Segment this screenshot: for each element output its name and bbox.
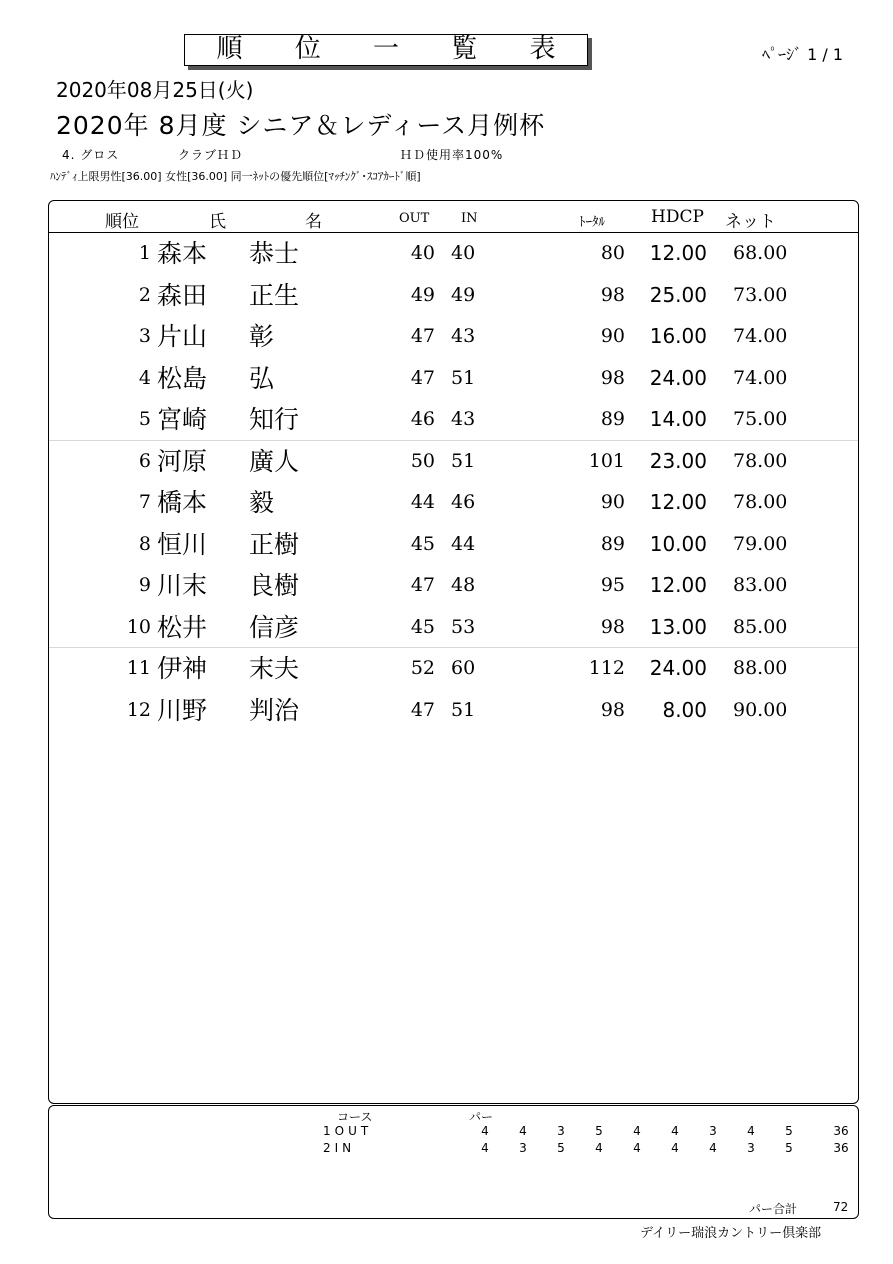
hole-par: 4 <box>747 1124 755 1138</box>
table-row <box>49 233 858 274</box>
cell-total: 95 <box>600 574 625 596</box>
hole-par: 4 <box>481 1124 489 1138</box>
cell-out: 46 <box>410 408 435 430</box>
cell-family: 宮崎 <box>157 405 208 434</box>
cell-total: 80 <box>600 242 625 264</box>
par-total-label: パー合計 <box>749 1202 798 1216</box>
cell-given: 彰 <box>249 322 275 351</box>
cell-rank: 4 <box>138 366 151 389</box>
cell-out: 45 <box>410 532 435 555</box>
report-title: 順 位 一 覧 表 <box>184 34 588 66</box>
cell-rank: 5 <box>138 408 151 430</box>
cell-family: 伊神 <box>157 654 208 683</box>
cell-given: 信彦 <box>249 612 300 642</box>
cell-rank: 8 <box>138 532 151 555</box>
header-out: OUT <box>399 211 430 226</box>
cell-out: 47 <box>410 698 435 721</box>
cell-hdcp: 14.00 <box>649 407 707 431</box>
cell-hdcp: 12.00 <box>649 490 707 514</box>
table-row <box>49 275 858 316</box>
cell-given: 正樹 <box>249 529 300 559</box>
cell-hdcp: 10.00 <box>649 531 707 556</box>
header-given-name: 名 <box>305 212 322 232</box>
cell-given: 毅 <box>249 488 275 517</box>
event-title: 2020年 8月度 シニア＆レディース月例杯 <box>56 111 546 140</box>
hole-par: 4 <box>709 1141 717 1155</box>
course-par-total: 36 <box>833 1141 849 1155</box>
cell-net: 85.00 <box>733 615 788 638</box>
cell-rank: 2 <box>138 283 151 306</box>
table-row <box>49 524 858 565</box>
table-row <box>49 482 858 523</box>
table-row <box>49 565 858 606</box>
cell-in: 51 <box>451 698 476 721</box>
cell-in: 43 <box>451 408 476 430</box>
hole-par: 4 <box>481 1141 489 1155</box>
cell-total: 112 <box>588 657 625 679</box>
cell-total: 89 <box>600 408 625 430</box>
cell-hdcp: 12.00 <box>649 241 707 265</box>
cell-rank: 10 <box>126 615 151 638</box>
cell-in: 46 <box>451 491 476 513</box>
cell-total: 101 <box>588 449 625 472</box>
cell-in: 53 <box>451 615 476 638</box>
cell-total: 98 <box>600 283 625 306</box>
cell-total: 90 <box>600 491 625 513</box>
cell-net: 73.00 <box>733 283 788 306</box>
cell-family: 森田 <box>157 280 208 310</box>
cell-rank: 9 <box>138 574 151 596</box>
cell-family: 橋本 <box>157 488 208 517</box>
cell-family: 森本 <box>157 239 208 268</box>
cell-hdcp: 25.00 <box>649 282 707 307</box>
cell-given: 良樹 <box>249 571 300 600</box>
hole-par: 4 <box>519 1124 527 1138</box>
cell-hdcp: 8.00 <box>662 697 707 722</box>
header-rank: 順位 <box>105 212 139 232</box>
cell-given: 正生 <box>249 280 300 310</box>
table-row <box>49 607 858 648</box>
cell-out: 44 <box>410 491 435 513</box>
cell-rank: 7 <box>138 491 151 513</box>
cell-rank: 11 <box>126 657 151 679</box>
cell-in: 43 <box>451 325 476 347</box>
hole-par: 5 <box>785 1141 793 1155</box>
course-name: 1OUT <box>323 1124 373 1138</box>
cell-hdcp: 13.00 <box>649 614 707 639</box>
cell-out: 47 <box>410 574 435 596</box>
hole-par: 4 <box>671 1124 679 1138</box>
cell-out: 40 <box>410 242 435 264</box>
cell-out: 50 <box>410 449 435 472</box>
scoring-type: 4. グロス <box>62 148 120 162</box>
header-hdcp: HDCP <box>651 207 704 227</box>
hole-par: 5 <box>595 1124 603 1138</box>
cell-net: 74.00 <box>733 366 788 389</box>
cell-hdcp: 24.00 <box>649 365 707 390</box>
handicap-type: クラブＨＤ <box>178 148 244 162</box>
cell-out: 47 <box>410 325 435 347</box>
cell-given: 廣人 <box>249 446 300 476</box>
cell-hdcp: 24.00 <box>649 656 707 680</box>
cell-hdcp: 16.00 <box>649 324 707 348</box>
course-par-total: 36 <box>833 1124 849 1138</box>
cell-net: 88.00 <box>733 657 788 679</box>
cell-net: 83.00 <box>733 574 788 596</box>
cell-rank: 1 <box>138 242 151 264</box>
hole-par: 3 <box>519 1141 527 1155</box>
cell-net: 79.00 <box>733 532 788 555</box>
page-indicator: ﾍﾟｰｼﾞ 1 / 1 <box>762 45 844 64</box>
cell-net: 78.00 <box>733 449 788 472</box>
header-in: IN <box>461 211 478 226</box>
cell-given: 知行 <box>249 405 300 434</box>
cell-family: 川野 <box>157 695 208 725</box>
cell-total: 98 <box>600 698 625 721</box>
course-par-box <box>48 1105 859 1219</box>
cell-total: 89 <box>600 532 625 555</box>
hole-par: 5 <box>557 1141 565 1155</box>
cell-in: 48 <box>451 574 476 596</box>
cell-rank: 3 <box>138 325 151 347</box>
table-row <box>49 441 858 482</box>
cell-in: 44 <box>451 532 476 555</box>
cell-rank: 12 <box>126 698 151 721</box>
hole-par: 3 <box>557 1124 565 1138</box>
cell-in: 51 <box>451 449 476 472</box>
table-row <box>49 399 858 440</box>
par-label: パー <box>469 1110 494 1124</box>
cell-given: 末夫 <box>249 654 300 683</box>
header-total: ﾄｰﾀﾙ <box>579 215 605 230</box>
cell-family: 川末 <box>157 571 208 600</box>
par-total-value: 72 <box>833 1200 849 1214</box>
hole-par: 5 <box>785 1124 793 1138</box>
cell-net: 90.00 <box>733 698 788 721</box>
cell-net: 74.00 <box>733 325 788 347</box>
cell-in: 60 <box>451 657 476 679</box>
cell-out: 47 <box>410 366 435 389</box>
course-label: コース <box>337 1110 373 1124</box>
cell-given: 恭士 <box>249 239 300 268</box>
cell-net: 78.00 <box>733 491 788 513</box>
cell-out: 52 <box>410 657 435 679</box>
cell-family: 片山 <box>157 322 208 351</box>
header-net: ネット <box>725 212 776 232</box>
cell-in: 49 <box>451 283 476 306</box>
hole-par: 4 <box>633 1141 641 1155</box>
hole-par: 4 <box>595 1141 603 1155</box>
table-row <box>49 358 858 399</box>
cell-total: 98 <box>600 366 625 389</box>
handicap-rate: ＨＤ使用率100% <box>400 148 504 162</box>
handicap-rules: ﾊﾝﾃﾞｨ上限男性[36.00] 女性[36.00] 同一ﾈｯﾄの優先順位[ﾏｯﾁﾝｸﾞ･ｽｺｱｶｰﾄﾞ順] <box>50 170 421 183</box>
cell-net: 68.00 <box>733 242 788 264</box>
table-row <box>49 648 858 689</box>
club-name: デイリー瑞浪カントリー倶楽部 <box>640 1226 822 1241</box>
hole-par: 3 <box>747 1141 755 1155</box>
hole-par: 4 <box>671 1141 679 1155</box>
cell-hdcp: 12.00 <box>649 573 707 597</box>
cell-given: 判治 <box>249 695 300 725</box>
cell-rank: 6 <box>138 449 151 472</box>
cell-in: 51 <box>451 366 476 389</box>
table-row <box>49 316 858 357</box>
event-date: 2020年08月25日(火) <box>56 78 254 102</box>
cell-family: 恒川 <box>157 529 208 559</box>
cell-out: 49 <box>410 283 435 306</box>
cell-total: 98 <box>600 615 625 638</box>
cell-hdcp: 23.00 <box>649 448 707 473</box>
cell-family: 松井 <box>157 612 208 642</box>
cell-in: 40 <box>451 242 476 264</box>
cell-out: 45 <box>410 615 435 638</box>
table-row <box>49 690 858 731</box>
results-table <box>48 200 859 1104</box>
cell-net: 75.00 <box>733 408 788 430</box>
course-name: 2IN <box>323 1141 356 1155</box>
header-family-name: 氏 <box>209 212 226 232</box>
cell-total: 90 <box>600 325 625 347</box>
hole-par: 3 <box>709 1124 717 1138</box>
cell-family: 松島 <box>157 363 208 393</box>
cell-given: 弘 <box>249 363 275 393</box>
hole-par: 4 <box>633 1124 641 1138</box>
cell-family: 河原 <box>157 446 208 476</box>
